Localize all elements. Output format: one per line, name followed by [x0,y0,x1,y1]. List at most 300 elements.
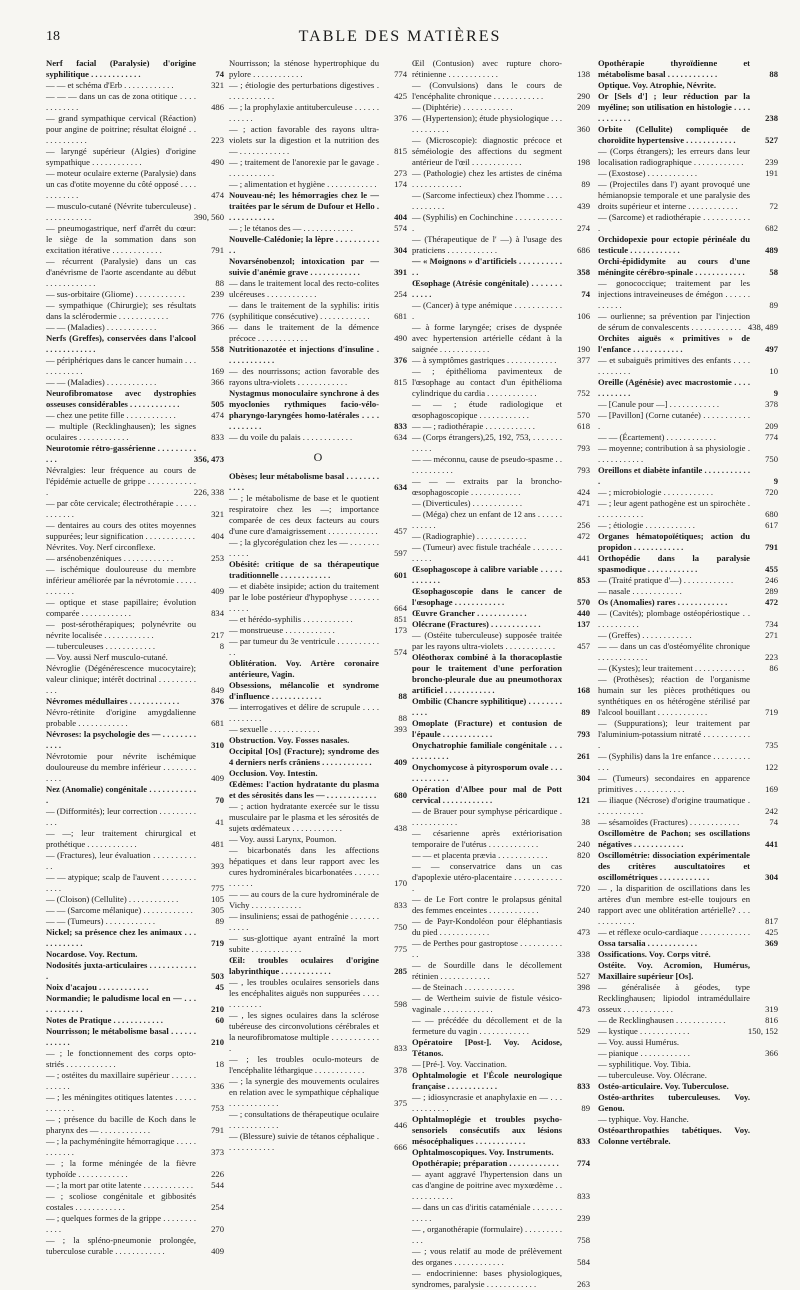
entry-page-number: 527 [765,135,778,145]
entry-text: Ostéoarthropathies tabétiques. Voy. Colonne vertébrale. [598,1125,750,1146]
entry-page-number: 89 [581,707,590,717]
index-entry [598,311,778,333]
index-entry [412,993,590,1015]
entry-text: — arsénobenzéniques . . . . . . . . . . . . [46,553,174,563]
entry-text: — , les signes oculaires dans la sclérose tubéreuse des circonvolutions cérébrales et la neurofibromatose multiple . . . . . . . . . . . . [229,1010,379,1053]
index-column-4 [598,58,778,1146]
index-entry [46,784,224,806]
entry-page-number: 471 [577,498,590,508]
entry-text: — de Wertheim suivie de fistule vésico-vaginale . . . . . . . . . . . . [412,993,562,1014]
entry-text: — pianique . . . . . . . . . . . . [598,1048,690,1058]
index-entry [412,1147,590,1158]
index-entry [598,1125,778,1147]
entry-text: — (Projectiles dans l') ayant provoqué une hémianopsie temporale et une paralysie des droits supérieur et interne . . . . . . . . . . . . [598,179,750,211]
index-entry [412,366,590,399]
entry-page-number: 853 [577,575,590,585]
entry-text: — pneumogastrique, nerf d'arrêt du cœur: le siège de la sommation dans son excitation itérative . . . . . . . . . . . . [46,223,196,255]
index-entry [46,542,224,553]
entry-text: — par tumeur du 3e ventricule . . . . . . . . . . . . [229,636,379,657]
index-entry [46,355,224,377]
index-entry [229,658,407,680]
entry-page-number: 89 [581,1103,590,1113]
entry-page-number: 474 [211,410,224,420]
index-entry [598,443,778,465]
entry-page-number: 574 [394,647,407,657]
entry-page-number: 753 [211,1103,224,1113]
index-entry [598,1037,778,1048]
entry-text: Obsessions, mélancolie et syndrome d'influence . . . . . . . . . . . . [229,680,379,701]
index-column-2 [229,58,407,1152]
entry-page-number: 409 [211,586,224,596]
entry-text: — nasale . . . . . . . . . . . . [598,586,682,596]
entry-page-number: 358 [577,267,590,277]
entry-text: — ; traitement de l'anorexie par le gavage . . . . . . . . . . . . [229,157,379,178]
index-entry [598,927,778,938]
entry-page-number: 391 [394,267,407,277]
entry-text: — ; la spléno-pneumonie prolongée, tuberculose curable . . . . . . . . . . . . [46,1235,196,1256]
index-entry [412,399,590,421]
entry-page-number: 9 [773,476,778,486]
page-number: 18 [46,29,60,44]
entry-page-number: 60 [215,1015,224,1025]
entry-text: Névrites. Voy. Nerf circonflexe. [46,542,156,552]
entry-text: Nocardose. Voy. Rectum. [46,949,138,959]
entry-text: Olécrane (Fractures) . . . . . . . . . . . . [412,619,541,629]
index-entry [412,982,590,993]
entry-page-number: 438, 489 [747,322,778,332]
index-entry [412,938,590,960]
entry-text: — à forme laryngée; crises de dyspnée avec hypertension artérielle cédant à la saignée . . . . . . . . . . . . [412,322,562,354]
entry-text: — Voy. aussi Humérus. [598,1037,680,1047]
index-entry [598,1059,778,1070]
entry-text: Ombilic (Chancre syphilitique) . . . . . . . . . . . . [412,696,562,717]
entry-text: — moyenne; contribution à sa physiologie . . . . . . . . . . . . [598,443,750,464]
index-entry [412,190,590,212]
index-entry [46,1048,224,1070]
entry-text: — de Recklinghausen . . . . . . . . . . . . [598,1015,726,1025]
entry-page-number: 138 [577,69,590,79]
entry-page-number: 791 [211,245,224,255]
entry-text: — (Sarcome) et radiothérapie . . . . . . . . . . . . [598,212,750,233]
entry-text: — — et schéma d'Erb . . . . . . . . . . . . [46,80,174,90]
entry-text: Ostéo-arthrites tuberculeuses. Voy. Genou. [598,1092,750,1113]
index-entry [412,498,590,509]
entry-text: Opératoire [Post-]. Voy. Acidose, Tétanos. [412,1037,562,1058]
entry-text: — [Pavillon] (Corne cutanée) . . . . . . . . . . . . [598,410,750,431]
entry-page-number: 490 [394,333,407,343]
entry-text: — dentaires au cours des otites moyennes suppurées; leur signification . . . . . . . . . . . . [46,520,196,541]
index-entry [412,509,590,531]
entry-text: — multiple (Recklinghausen); les signes oculaires . . . . . . . . . . . . [46,421,196,442]
index-entry [229,680,407,702]
index-entry [598,630,778,641]
entry-text: — chez une petite fille . . . . . . . . . . . . [46,410,176,420]
index-entry [46,168,224,201]
entry-page-number: 41 [215,817,224,827]
entry-page-number: 833 [577,1081,590,1091]
entry-text: — ischémique douloureuse du membre inférieur améliorée par la névrotomie . . . . . . . . . . . . [46,564,196,596]
entry-text: — — — dans un cas de zona otitique . . . . . . . . . . . . [46,91,196,112]
entry-page-number: 89 [581,179,590,189]
entry-text: — (Tumeur) avec fistule trachéale . . . . . . . . . . . . [412,542,562,563]
entry-text: — musculo-cutané (Névrite tuberculeuse) . . . . . . . . . . . . [46,201,196,222]
index-entry [412,135,590,168]
index-entry [229,223,407,234]
index-entry [598,817,778,828]
entry-text: Ossa tarsalia . . . . . . . . . . . . [598,938,698,948]
entry-text: Obésité: critique de sa thérapeutique traditionnelle . . . . . . . . . . . . [229,559,379,580]
entry-text: — ; la forme méningée de la fièvre typhoïde . . . . . . . . . . . . [46,1158,196,1179]
index-entry [229,1054,407,1076]
entry-text: Névralgies: leur fréquence au cours de l'épidémie actuelle de grippe . . . . . . . . . . . . [46,465,196,497]
entry-text: — de Perthes pour gastroptose . . . . . . . . . . . . [412,938,562,959]
entry-page-number: 734 [765,619,778,629]
index-entry [46,828,224,850]
index-entry [229,493,407,537]
entry-page-number: 285 [394,966,407,976]
index-entry [412,278,590,300]
entry-text: — — (Maladies) . . . . . . . . . . . . [46,377,157,387]
entry-text: — — (Écartement) . . . . . . . . . . . . [598,432,716,442]
index-entry [229,636,407,658]
entry-page-number: 18 [215,1059,224,1069]
entry-page-number: 239 [577,1213,590,1223]
entry-page-number: 472 [765,597,778,607]
entry-text: Nourrisson; la sténose hypertrophique du pylore . . . . . . . . . . . . [229,58,379,79]
entry-text: — périphériques dans le cancer humain . . . . . . . . . . . . [46,355,196,376]
entry-page-number: 366 [765,1048,778,1058]
entry-text: — (Diverticules) . . . . . . . . . . . . [412,498,523,508]
entry-page-number: 246 [765,575,778,585]
index-entry [412,1202,590,1224]
entry-page-number: 775 [211,883,224,893]
entry-page-number: 774 [765,432,778,442]
index-entry [46,520,224,542]
entry-text: — ; idiosyncrasie et anaphylaxie en — . . . . . . . . . . . . [412,1092,562,1113]
entry-text: — kystique . . . . . . . . . . . . [598,1026,690,1036]
index-entry [598,355,778,377]
index-entry [598,751,778,773]
entry-page-number: 793 [577,465,590,475]
index-entry [598,146,778,168]
entry-page-number: 815 [394,377,407,387]
entry-page-number: 666 [394,1142,407,1152]
index-entry [46,113,224,146]
entry-page-number: 601 [394,570,407,580]
entry-page-number: 88 [769,69,778,79]
entry-text: — (Kystes); leur traitement . . . . . . . . . . . . [598,663,745,673]
entry-text: — iliaque (Nécrose) d'origine traumatique . . . . . . . . . . . . [598,795,750,816]
index-entry [46,421,224,443]
index-entry [229,889,407,911]
entry-page-number: 472 [577,531,590,541]
index-entry [412,861,590,894]
entry-page-number: 274 [577,223,590,233]
entry-text: Névromes médullaires . . . . . . . . . . . . [46,696,180,706]
index-entry [412,652,590,696]
index-entry [46,905,224,916]
index-entry [598,1081,778,1092]
entry-text: — (Corps étrangers),25, 192, 753, . . . . . . . . . . . . [412,432,562,453]
entry-text: Ophtalmoscopiques. Voy. Instruments. [412,1147,554,1157]
entry-page-number: 775 [394,944,407,954]
entry-text: — ; étiologie . . . . . . . . . . . . [598,520,695,530]
index-entry [412,784,590,806]
index-entry [46,696,224,707]
entry-page-number: 256 [577,520,590,530]
entry-page-number: 223 [765,652,778,662]
index-entry [229,157,407,179]
entry-page-number: 289 [765,586,778,596]
index-entry [46,850,224,872]
entry-text: — optique et stase papillaire; évolution comparée . . . . . . . . . . . . [46,597,196,618]
index-entry [46,927,224,949]
entry-text: Oblitération. Voy. Artère coronaire antérieure, Vagin. [229,658,379,679]
entry-page-number: 439 [577,201,590,211]
entry-text: — et hérédo-syphilis . . . . . . . . . . . . [229,614,353,624]
entry-page-number: 321 [211,80,224,90]
entry-text: Omoplate (Fracture) et contusion de l'épaule . . . . . . . . . . . . [412,718,562,739]
entry-text: — (Tumeurs) secondaires en apparence primitives . . . . . . . . . . . . [598,773,750,794]
entry-text: — bicarbonatés dans les affections hépatiques et dans leur rapport avec les cures hydrominérales bicarbonatées . . . . . . . . . . . . [229,845,379,888]
entry-page-number: 168 [577,685,590,695]
entry-text: Nerf facial (Paralysie) d'origine syphilitique . . . . . . . . . . . . [46,58,196,79]
index-entry [598,432,778,443]
index-entry [229,58,407,80]
entry-text: Orchi-épididymite au cours d'une méningite cérébro-spinale . . . . . . . . . . . . [598,256,750,277]
index-entry [598,586,778,597]
entry-page-number: 486 [211,102,224,112]
entry-text: — (Ostéite tuberculeuse) supposée traitée par les rayons ultra-violets . . . . . . . . . . . . [412,630,562,651]
entry-page-number: 425 [765,927,778,937]
entry-page-number: 529 [577,1026,590,1036]
index-entry [229,768,407,779]
entry-text: — , les troubles oculaires sensoriels dans les encéphalites aiguës non suppurées . . . . . . . . . . . . [229,977,379,1009]
entry-page-number: 360 [577,124,590,134]
index-entry [598,520,778,531]
index-entry [229,724,407,735]
entry-page-number: 304 [765,872,778,882]
index-entry [229,702,407,724]
entry-text: — interrogatives et délire de scrupule . . . . . . . . . . . . [229,702,379,723]
entry-page-number: 817 [765,916,778,926]
index-entry [46,564,224,597]
index-entry [598,828,778,850]
entry-page-number: 617 [765,520,778,530]
index-entry [598,674,778,718]
index-entry [229,955,407,977]
entry-page-number: 375 [394,1098,407,1108]
entry-page-number: 570 [577,597,590,607]
index-entry [46,1070,224,1092]
entry-text: Névro-rétinite d'origine amygdalienne probable . . . . . . . . . . . . [46,707,196,728]
index-entry [598,212,778,234]
entry-page-number: 815 [394,146,407,156]
entry-text: Œil (Contusion) avec rupture choro-rétinienne . . . . . . . . . . . . [412,58,562,79]
entry-text: — typhique. Voy. Hanche. [598,1114,689,1124]
index-entry [412,828,590,850]
index-entry [46,58,224,80]
entry-page-number: 209 [765,421,778,431]
entry-page-number: 290 [577,91,590,101]
entry-page-number: 816 [765,1015,778,1025]
entry-text: — ; épithélioma pavimenteux de l'œsophage au contact d'un épithélioma cylindrique du cardia . . . . . . . . . . . . [412,366,562,398]
index-entry [412,1092,590,1114]
entry-text: — (Prothèses); réaction de l'organisme humain sur les pièces prothétiques ou synthétiques en os hétérogène stérilisé par l'alcool bouillant . . . . . . . . . . . . [598,674,750,717]
entry-page-number: 833 [394,900,407,910]
entry-page-number: 89 [215,916,224,926]
entry-page-number: 597 [394,548,407,558]
index-entry [46,619,224,641]
entry-text: Oscillométrie: dissociation expérimentale des critères auscultatoires et oscillométriques . . . . . . . . . . . . [598,850,750,882]
entry-text: — sexuelle . . . . . . . . . . . . [229,724,320,734]
entry-text: — sympathique (Chirurgie); ses résultats dans la sclérodermie . . . . . . . . . . . . [46,300,196,321]
entry-page-number: 664 [394,603,407,613]
index-entry [598,597,778,608]
index-column-1 [46,58,224,1256]
entry-text: — et diabète insipide; action du traitement par le lobe postérieur d'hypophyse . . . . . . . . . . . . [229,581,379,613]
entry-text: Occlusion. Voy. Intestin. [229,768,318,778]
entry-text: — (Traité pratique d'—) . . . . . . . . . . . . [598,575,734,585]
entry-page-number: 544 [211,1180,224,1190]
index-entry [598,399,778,410]
index-entry [412,355,590,366]
entry-text: — grand sympathique cervical (Réaction) pour angine de poitrine; résultat éloigné . . . . . . . . . . . . [46,113,196,145]
entry-page-number: 9 [773,388,778,398]
index-entry [598,179,778,212]
index-entry [598,487,778,498]
index-entry [46,1213,224,1235]
entry-page-number: 190 [577,344,590,354]
entry-text: — et réflexe oculo-cardiaque . . . . . . . . . . . . [598,927,751,937]
index-entry [46,949,224,960]
index-entry [46,553,224,564]
entry-page-number: 833 [394,421,407,431]
entry-text: — de Le Fort contre le prolapsus génital des femmes enceintes . . . . . . . . . . . . [412,894,562,915]
entry-text: — moteur oculaire externe (Paralysie) dans un cas d'otite moyenne du côté opposé . . . . . . . . . . . . [46,168,196,200]
entry-text: — —; leur traitement chirurgical et prothétique . . . . . . . . . . . . [46,828,196,849]
entry-text: Oreillons et diabète infantile . . . . . . . . . . . . [598,465,750,486]
entry-text: Ossifications. Voy. Corps vitré. [598,949,711,959]
entry-text: — (Convulsions) dans le cours de l'encéphalite chronique . . . . . . . . . . . . [412,80,562,101]
entry-text: — gonococcique; traitement par les injections intraveineuses de émégon . . . . . . . . . . . . [598,278,750,310]
index-entry [46,1191,224,1213]
entry-page-number: 378 [765,399,778,409]
entry-text: Œsophagoscope à calibre variable . . . . . . . . . . . . [412,564,562,585]
index-entry [598,850,778,883]
index-entry [46,256,224,289]
entry-text: Nickel; sa présence chez les animaux . . . . . . . . . . . . [46,927,196,948]
index-entry [46,641,224,652]
index-entry [229,190,407,223]
entry-page-number: 373 [211,1147,224,1157]
index-entry [229,845,407,889]
entry-text: Oreille (Agénésie) avec macrostomie . . . . . . . . . . . . [598,377,750,398]
index-entry [412,1224,590,1246]
entry-page-number: 409 [211,1246,224,1256]
index-entry [229,581,407,614]
entry-text: — ; étiologie des perturbations digestives . . . . . . . . . . . . [229,80,379,101]
index-entry [229,1076,407,1109]
entry-text: — ; la synergie des mouvements oculaires en relation avec le sympathique céphalique . . . . . . . . . . . . [229,1076,379,1108]
entry-page-number: 558 [211,344,224,354]
entry-text: Oléothorax combiné à la thoracoplastie pour le traitement d'une perforation broncho-pleurale due au pneumothorax artificiel . . . . . . . . . . . . [412,652,562,695]
entry-page-number: 758 [577,1235,590,1245]
entry-page-number: 503 [211,971,224,981]
entry-page-number: 686 [577,245,590,255]
entry-text: — — précédée du décollement et de la fermeture du vagin . . . . . . . . . . . . [412,1015,562,1036]
entry-text: Nourrisson; le métabolisme basal . . . . . . . . . . . . [46,1026,196,1047]
index-entry [412,894,590,916]
entry-page-number: 776 [211,311,224,321]
entry-page-number: 239 [211,289,224,299]
index-entry [598,91,778,124]
entry-text: — — méconnu, cause de pseudo-spasme . . . . . . . . . . . . [412,454,562,475]
index-entry [46,388,224,410]
entry-text: — (Blessure) suivie de tétanos céphalique . . . . . . . . . . . . [229,1131,379,1152]
entry-text: Optique. Voy. Atrophie, Névrite. [598,80,717,90]
entry-text: — (Diphtérie) . . . . . . . . . . . . [412,102,513,112]
entry-text: Neurofibromatose avec dystrophies osseuses considérables . . . . . . . . . . . . [46,388,196,409]
entry-text: — (Thérapeutique de l' —) à l'usage des praticiens . . . . . . . . . . . . [412,234,562,255]
index-entry [229,300,407,322]
index-entry [598,80,778,91]
index-entry [229,625,407,636]
entry-page-number: 505 [211,399,224,409]
index-entry [46,729,224,751]
entry-page-number: 72 [769,201,778,211]
entry-text: — ; ostéites du maxillaire supérieur . . . . . . . . . . . . [46,1070,196,1091]
entry-text: — ; vous relatif au mode de prélèvement des organes . . . . . . . . . . . . [412,1246,562,1267]
index-entry [412,1158,590,1169]
entry-page-number: 217 [211,630,224,640]
entry-text: Névroses: la psychologie des — . . . . . . . . . . . . [46,729,196,750]
index-entry [229,779,407,801]
index-entry [412,740,590,762]
index-entry [229,977,407,1010]
entry-text: — ; action hydratante exercée sur le tissu musculaire par le plasma et les sérosités de sujets œdémateux . . . . . . . . . . . . [229,801,379,833]
index-entry [412,806,590,828]
index-entry [229,834,407,845]
index-entry [412,608,590,619]
index-entry [598,1114,778,1125]
entry-page-number: 680 [765,509,778,519]
index-entry [46,1235,224,1257]
entry-page-number: 441 [765,839,778,849]
index-entry [46,443,224,465]
entry-page-number: 254 [394,289,407,299]
index-entry [46,872,224,894]
index-entry [598,465,778,487]
index-entry [412,718,590,740]
index-entry [412,564,590,586]
entry-text: Onychatrophie familiale congénitale . . . . . . . . . . . . [412,740,562,761]
entry-page-number: 393 [394,724,407,734]
index-entry [598,58,778,80]
entry-text: — [Pré-]. Voy. Vaccination. [412,1059,507,1069]
index-entry [412,454,590,476]
index-entry [229,1109,407,1131]
entry-page-number: 198 [577,157,590,167]
entry-page-number: 122 [765,762,778,772]
index-entry [412,960,590,982]
entry-text: — dans le traitement de la démence précoce . . . . . . . . . . . . [229,322,379,343]
entry-text: — ourlienne; sa prévention par l'injection de sérum de convalescents . . . . . . . . . . . . [598,311,750,332]
entry-page-number: 404 [211,531,224,541]
entry-page-number: 70 [215,795,224,805]
index-entry [412,586,590,608]
entry-page-number: 774 [577,1158,590,1168]
